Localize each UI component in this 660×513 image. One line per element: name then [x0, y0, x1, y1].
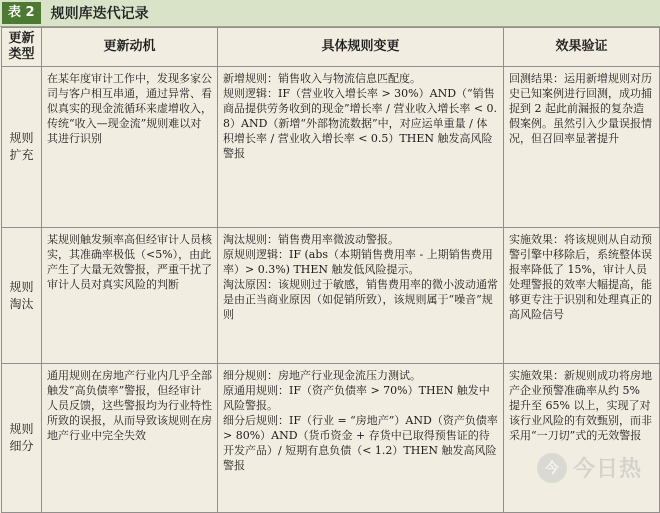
table-row [2, 364, 660, 513]
rule-change-cell: 淘汰规则：销售费用率微波动警报。 原规则逻辑：IF (abs（本期销售费用率 - 上期销售费用率）> 0.3%) THEN 触发低风险提示。 淘汰原因：该规则过于敏感，销售费用率的微小波动通常是由正当商业原因（如促销所致），该规则属于“噪音”规则 [218, 228, 504, 364]
table-header-row [2, 28, 660, 67]
effect-cell: 实施效果：将该规则从自动预警引擎中移除后，系统整体误报率降低了 15%，审计人员处理警报的效率大幅提高，能够更专注于识别和处理真正的高风险信号 [504, 228, 660, 364]
rule-iteration-table [1, 27, 660, 513]
motive-cell: 在某年度审计工作中，发现多家公司与客户相互串通，通过异常、看似真实的现金流循环来虚增收入，传统“收入—现金流”规则难以对其进行识别 [42, 67, 218, 228]
motive-cell: 通用规则在房地产行业内几乎全部触发“高负债率”警报，但经审计人员反馈，这些警报均为行业特性所致的误报，从而导致该规则在房地产行业中完全失效 [42, 364, 218, 513]
column-header-effect: 效果验证 [504, 28, 660, 67]
rule-change-cell: 新增规则：销售收入与物流信息匹配度。 规则逻辑：IF（营业收入增长率 > 30%）AND（“销售商品提供劳务收到的现金”增长率 / 营业收入增长率 < 0.8）AND（新增“外部物流数据”中，对应运单重量 / 体积增长率 / 营业收入增长率 < 0.5）THEN 触发高风险警报 [218, 67, 504, 228]
update-type-cell: 规则 细分 [2, 364, 42, 513]
watermark [537, 452, 642, 483]
column-header-motive: 更新动机 [42, 28, 218, 67]
table-caption [0, 0, 660, 27]
watermark-text: 今日热 [572, 457, 642, 482]
table-row [2, 67, 660, 228]
motive-cell: 某规则触发频率高但经审计人员核实，其准确率极低（<5%），由此产生了大量无效警报，严重干扰了审计人员对真实风险的判断 [42, 228, 218, 364]
effect-cell: 实施效果：新规则成功将房地产企业预警准确率从约 5% 提升至 65% 以上，实现了对该行业风险的有效甄别，而非采用“一刀切”式的无效警报 [504, 364, 660, 513]
column-header-type: 更新 类型 [2, 28, 42, 67]
update-type-cell: 规则 淘汰 [2, 228, 42, 364]
effect-cell: 回测结果：运用新增规则对历史已知案例进行回测，成功捕捉到 2 起此前漏报的复杂造假案例。虽然引入少量误报情况，但召回率显著提升 [504, 67, 660, 228]
rule-change-cell: 细分规则：房地产行业现金流压力测试。 原通用规则：IF（资产负债率 > 70%）THEN 触发中风险警报。 细分后规则：IF（行业 = “房地产”）AND（资产负债率 > 80%）AND（货币资金 + 存货中已取得预售证的待开发产品）/ 短期有息负债（< 1.2）THEN 触发高风险警报 [218, 364, 504, 513]
table-number-tag: 表 2 [2, 2, 41, 24]
table-row [2, 228, 660, 364]
watermark-logo-icon: 今 [537, 453, 567, 483]
update-type-cell: 规则 扩充 [2, 67, 42, 228]
table-title: 规则库迭代记录 [50, 6, 149, 22]
column-header-change: 具体规则变更 [218, 28, 504, 67]
